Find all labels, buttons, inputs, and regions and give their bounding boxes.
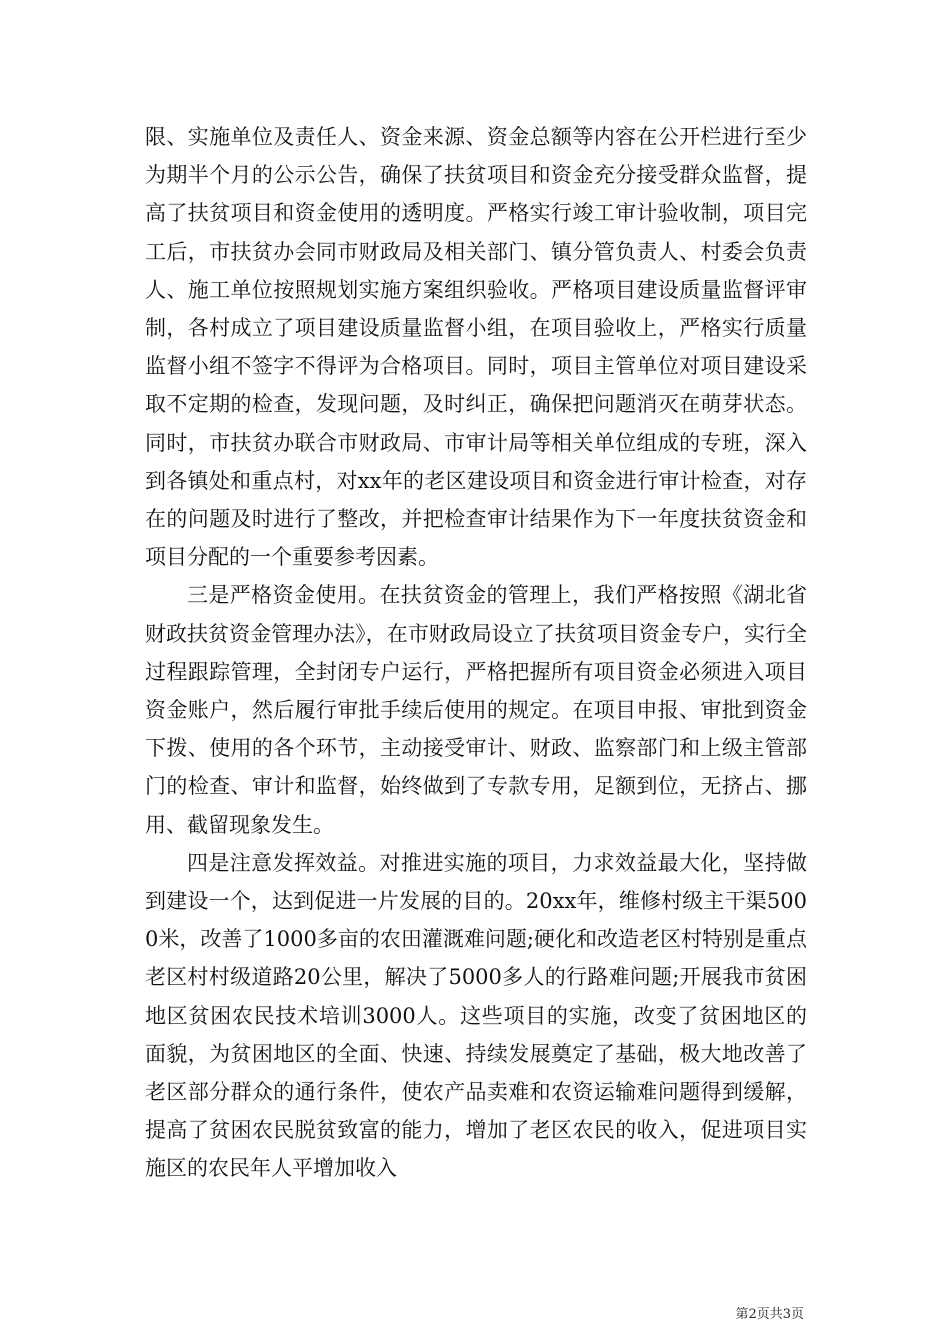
document-body — [145, 118, 807, 1188]
paragraph-funds-usage: 三是严格资金使用。在扶贫资金的管理上，我们严格按照《湖北省财政扶贫资金管理办法》，在市财政局设立了扶贫项目资金专户，实行全过程跟踪管理，全封闭专户运行，严格把握所有项目资金必须进入项目资金账户，然后履行审批手续后使用的规定。在项目申报、审批到资金下拨、使用的各个环节，主动接受审计、财政、监察部门和上级主管部门的检查、审计和监督，始终做到了专款专用，足额到位，无挤占、挪用、截留现象发生。 — [145, 583, 807, 837]
page-number-footer: 第2页共3页 — [735, 1307, 804, 1322]
paragraph-benefits: 四是注意发挥效益。对推进实施的项目，力求效益最大化，坚持做到建设一个，达到促进一片发展的目的。20xx年，维修村级主干渠5000米，改善了1000多亩的农田灌溉难问题;硬化和改造老区村特别是重点老区村村级道路20公里，解决了5000多人的行路难问题;开展我市贫困地区贫困农民技术培训3000人。这些项目的实施，改变了贫困地区的面貌，为贫困地区的全面、快速、持续发展奠定了基础，极大地改善了老区部分群众的通行条件，使农产品卖难和农资运输难问题得到缓解，提高了贫困农民脱贫致富的能力，增加了老区农民的收入，促进项目实施区的农民年人平增加收入 — [145, 850, 807, 1181]
paragraph-continuation: 限、实施单位及责任人、资金来源、资金总额等内容在公开栏进行至少为期半个月的公示公告，确保了扶贫项目和资金充分接受群众监督，提高了扶贫项目和资金使用的透明度。严格实行竣工审计验收制，项目完工后，市扶贫办会同市财政局及相关部门、镇分管负责人、村委会负责人、施工单位按照规划实施方案组织验收。严格项目建设质量监督评审制，各村成立了项目建设质量监督小组，在项目验收上，严格实行质量监督小组不签字不得评为合格项目。同时，项目主管单位对项目建设采取不定期的检查，发现问题，及时纠正，确保把问题消灭在萌芽状态。同时，市扶贫办联合市财政局、市审计局等相关单位组成的专班，深入到各镇处和重点村，对xx年的老区建设项目和资金进行审计检查，对存在的问题及时进行了整改，并把检查审计结果作为下一年度扶贫资金和项目分配的一个重要参考因素。 — [145, 125, 807, 570]
